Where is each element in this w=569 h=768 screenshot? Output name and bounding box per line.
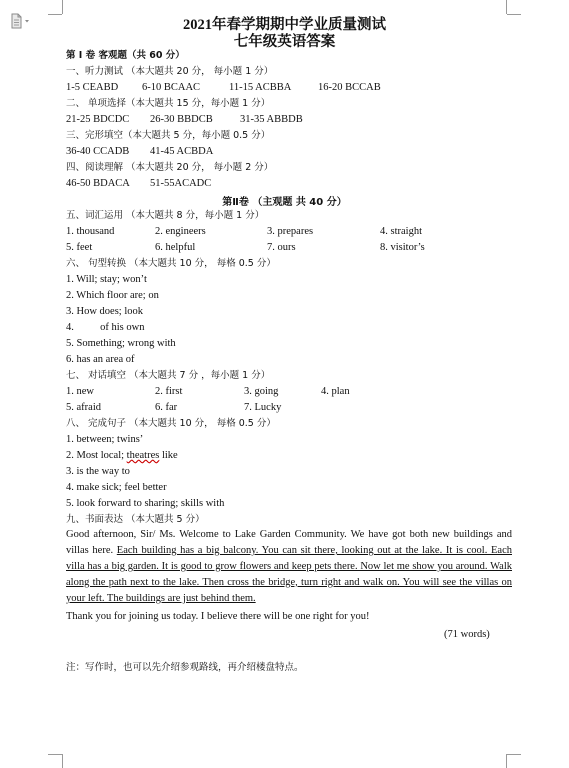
answer-group: 36-40 CCADB — [66, 146, 130, 157]
answer-item: 2. engineers — [155, 226, 206, 237]
answer-item: 2. Which floor are; on — [66, 290, 159, 301]
corner-mark — [506, 0, 507, 14]
answer-item: 1. Will; stay; won’t — [66, 274, 147, 285]
answer-item: 4. of his own — [66, 322, 145, 333]
word-count: (71 words) — [444, 629, 490, 640]
section-heading-cloze: 三、完形填空（本大题共 5 分，每小题 0.5 分） — [66, 130, 271, 141]
answer-item: 7. Lucky — [244, 402, 282, 413]
essay-closing: Thank you for joining us today. I believe there will be one right for you! — [66, 611, 370, 622]
answer-group: 41-45 ACBDA — [150, 146, 214, 157]
answer-item: 6. far — [155, 402, 178, 413]
answer-group: 31-35 ABBDB — [240, 114, 303, 125]
section-heading-reading: 四、阅读理解 （本大题共 20 分， 每小题 2 分） — [66, 162, 274, 173]
answer-item: 3. prepares — [267, 226, 314, 237]
essay-paragraph — [66, 527, 512, 607]
page-title: 2021年春学期期中学业质量测试 — [183, 17, 386, 33]
answer-item: 4. plan — [321, 386, 350, 397]
answer-text: like — [159, 450, 178, 461]
answer-item: 1. between; twins’ — [66, 434, 144, 445]
answer-group: 46-50 BDACA — [66, 178, 130, 189]
answer-item: 7. ours — [267, 242, 296, 253]
corner-mark — [62, 754, 63, 768]
answer-item: 2. first — [155, 386, 183, 397]
essay-intro: Good afternoon, Sir/ Ms. Welcome to Lake Garden Community. We have got both new buildings and villas here. — [66, 529, 512, 556]
answer-item: 5. feet — [66, 242, 93, 253]
answer-group: 6-10 BCAAC — [142, 82, 201, 93]
answer-item: 5. look forward to sharing; skills with — [66, 498, 225, 509]
section-heading-transform: 六、 句型转换 （本大题共 10 分， 每格 0.5 分） — [66, 258, 276, 269]
answer-group: 1-5 CEABD — [66, 82, 119, 93]
answer-text: 2. Most local; — [66, 450, 127, 461]
part2-heading: 第Ⅱ卷 （主观题 共 40 分） — [222, 197, 347, 208]
corner-mark — [48, 754, 62, 755]
corner-mark — [506, 754, 507, 768]
answer-group: 11-15 ACBBA — [229, 82, 292, 93]
answer-group: 21-25 BDCDC — [66, 114, 130, 125]
section-heading-complete: 八、 完成句子 （本大题共 10 分， 每格 0.5 分） — [66, 418, 276, 429]
answer-item: 3. is the way to — [66, 466, 130, 477]
corner-mark — [62, 0, 63, 14]
answer-group: 16-20 BCCAB — [318, 82, 381, 93]
section-heading-choice: 二、 单项选择（本大题共 15 分，每小题 1 分） — [66, 98, 271, 109]
answer-group: 26-30 BBDCB — [150, 114, 213, 125]
spelling-flag: theatres — [126, 450, 160, 461]
section-heading-listening: 一、听力测试 （本大题共 20 分， 每小题 1 分） — [66, 66, 274, 77]
answer-item: 6. has an area of — [66, 354, 135, 365]
answer-item: 4. make sick; feel better — [66, 482, 167, 493]
part1-heading: 第 Ⅰ 卷 客观题（共 60 分） — [66, 50, 185, 61]
essay-underlined: Each building has a big balcony. You can sit there, looking out at the lake. It is cool. Each villa has a big garden. It is good to grow flowers and keep pets there. Now let me show you around. Walk along the path next to the lake. Then cross the bridge, turn right and walk on. You will see the villas on your left. The buildings are just behind them. — [66, 544, 512, 604]
answer-group: 51-55ACADC — [150, 178, 212, 189]
page-subtitle: 七年级英语答案 — [233, 34, 336, 50]
answer-item — [66, 449, 178, 463]
answer-item: 8. visitor’s — [380, 242, 425, 253]
answer-item: 1. thousand — [66, 226, 115, 237]
answer-item: 4. straight — [380, 226, 422, 237]
writing-note: 注：写作时，也可以先介绍参观路线，再介绍楼盘特点。 — [66, 662, 304, 673]
section-heading-vocabulary: 五、词汇运用 （本大题共 8 分，每小题 1 分） — [66, 210, 265, 221]
answer-item: 5. afraid — [66, 402, 101, 413]
answer-item: 1. new — [66, 386, 94, 397]
section-heading-dialogue: 七、 对话填空 （本大题共 7 分 ，每小题 1 分） — [66, 370, 271, 381]
section-heading-writing: 九、书面表达 （本大题共 5 分） — [66, 514, 205, 525]
answer-item: 3. going — [244, 386, 279, 397]
answer-item: 5. Something; wrong with — [66, 338, 176, 349]
answer-item: 6. helpful — [155, 242, 196, 253]
corner-mark — [507, 754, 521, 755]
answer-item: 3. How does; look — [66, 306, 143, 317]
